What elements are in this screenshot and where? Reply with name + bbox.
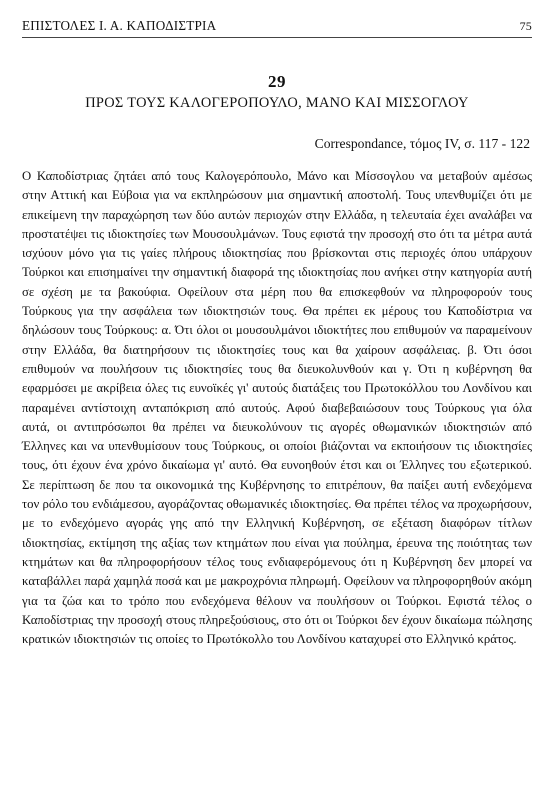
document-page [22,18,532,788]
running-title: ΕΠΙΣΤΟΛΕΣ Ι. Α. ΚΑΠΟΔΙΣΤΡΙΑ [22,18,217,33]
page-number: 75 [519,19,532,33]
letter-summary-text: Ο Καποδίστριας ζητάει από τους Καλογερόπουλο, Μάνο και Μίσσογλου να μεταβούν αμέσως στην Αττική και Εύβοια για να εκπληρώσουν μια σημαντική αποστολή. Τους υπενθυμίζει ότι με επικείμενη την παραχώρηση των δύο αυτών περιοχών στην Ελλάδα, η τελευταία έχει αναλάβει να προστατέψει τις ιδιοκτησίες των Μουσουλμάνων. Τους εφιστά την προσοχή στο ότι τα μέτρα αυτά ισχύουν μόνο για τις γαίες πλήρους ιδιοκτησίας που βρίσκονται στις περιοχές όπου υπάρχουν Τούρκοι και επισημαίνει την σημαντική διαφορά της ιδιοκτησίας που ανήκει στην κατηγορία αυτή σε σχέση με τα βακούφια. Οφείλουν στα μέρη που θα επισκεφθούν να πληροφορούν τους Τούρκους για την ασφάλεια των ιδιοκτησιών τους. Θα πρέπει εκ μέρους του Καποδίστρια να δηλώσουν τους Τούρκους: α. Ότι όλοι οι μουσουλμάνοι ιδιοκτήτες που επιθυμούν να παραμείνουν στην Ελλάδα, θα διατηρήσουν τις ιδιοκτησίες τους και θα χαίρουν ασφάλειας. β. Ότι όσοι επιθυμούν να πουλήσουν τις ιδιοκτησίες τους θα διευκολυνθούν και γ. Ότι η κυβέρνηση θα εφαρμόσει με ακρίβεια όλες τις ευνοϊκές γι' αυτούς διατάξεις του Πρωτοκόλλου του Λονδίνου και παραμένει αντίστοιχη ανταπόκριση από αυτούς. Αφού διαβεβαιώσουν τους Τούρκους για όλα αυτά, οι αντιπρόσωποι θα πρέπει να διευκολύνουν τις αγορές οθωμανικών ιδιοκτησιών από Έλληνες και να υπενθυμίσουν τους Τούρκους, οι οποίοι βιάζονται να εκποιήσουν τις ιδιοκτησίες τους, ότι έχουν ένα χρόνο δικαίωμα γι' αυτό. Θα ευνοηθούν έτσι και οι Έλληνες του εξωτερικού. Σε περίπτωση δε που τα οικονομικά της Κυβέρνησης το επιτρέπουν, θα παίξει αυτή ενδεχόμενα τον ρόλο του ενδιάμεσου, αγοράζοντας οθωμανικές ιδιοκτησίες. Θα πρέπει τέλος να προχωρήσουν, με το ενδεχόμενο αγοράς γης από την Ελληνική Κυβέρνηση, σε εξέταση διαφόρων τίτλων ιδιοκτησίας, εκτίμηση της αξίας των κτημάτων που είναι για πούλημα, έρευνα της ποιότητας των κτημάτων και θα πληροφορήσουν τέλος τους ενδιαφερόμενους ότι η Κυβέρνηση δεν μπορεί να καταβάλλει παρά χαμηλά ποσά και με μακροχρόνια πληρωμή. Οφείλουν να πληροφορηθούν ακόμη για τα ζώα και το τρόπο που ενδεχόμενα θέλουν να πουλήσουν οι Τούρκοι. Εφιστά τέλος ο Καποδίστριας την προσοχή στους πληρεξούσιους, στο ότι οι Τούρκοι δεν έχουν δικαίωμα πώλησης κρατικών ιδιοκτησιών τις οποίες το Πρωτόκολλο του Λονδίνου καταχυρεί στο Ελληνικό κράτος. [22,169,532,647]
letter-title: ΠΡΟΣ ΤΟΥΣ ΚΑΛΟΓΕΡΟΠΟΥΛΟ, ΜΑΝΟ ΚΑΙ ΜΙΣΣΟΓΛΟΥ [85,95,469,111]
letter-number: 29 [268,72,286,91]
running-header [22,18,532,38]
source-citation: Correspondance, τόμος IV, σ. 117 - 122 [314,136,530,151]
